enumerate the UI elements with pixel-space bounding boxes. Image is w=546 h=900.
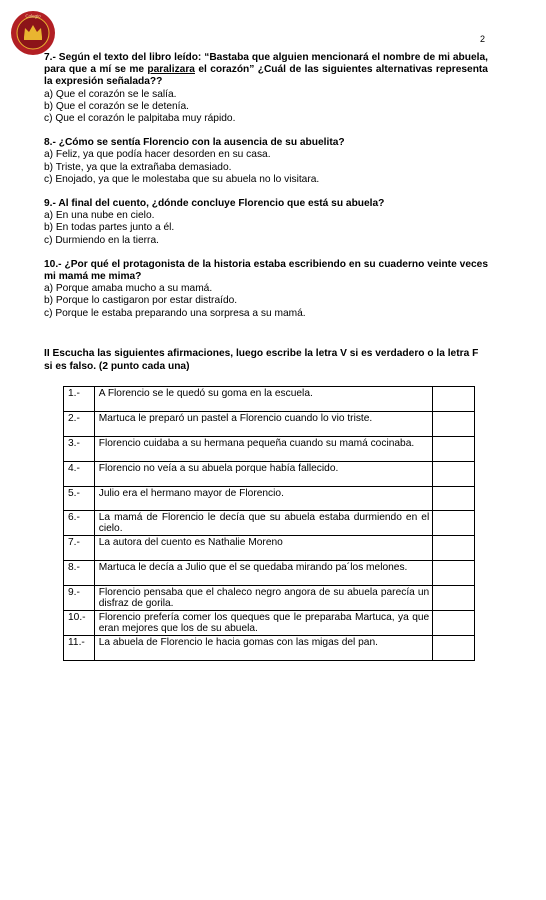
option-b: b) Que el corazón se le detenía.: [44, 100, 189, 112]
school-logo: [10, 10, 56, 56]
answer-cell[interactable]: [433, 411, 475, 436]
question-text: 7.- Según el texto del libro leído: “Bastaba que alguien mencionará el nombre de mi abuela, para que a mí se me paralizara el corazón” ¿Cuál de las siguientes alternativas representa la expresión señalada??: [44, 52, 488, 88]
statement-text: La autora del cuento es Nathalie Moreno: [94, 536, 432, 561]
statement-number: 1.-: [64, 387, 95, 412]
statement-text: Florencio pensaba que el chaleco negro angora de su abuela parecía un disfraz de gorila.: [94, 586, 432, 611]
statement-text: Julio era el hermano mayor de Florencio.: [94, 486, 432, 511]
section-title: II Escucha las siguientes afirmaciones, luego escribe la letra V si es verdadero o la letra F si es falso. (2 punto cada una): [44, 347, 479, 372]
underlined-word: paralizara: [147, 64, 195, 76]
statement-number: 11.-: [64, 635, 95, 660]
answer-cell[interactable]: [433, 611, 475, 636]
option-a: a) Feliz, ya que podía hacer desorden en su casa.: [44, 149, 271, 161]
statement-number: 5.-: [64, 486, 95, 511]
statement-text: Martuca le decía a Julio que el se quedaba mirando pa´los melones.: [94, 561, 432, 586]
statement-text: Martuca le preparó un pastel a Florencio cuando lo vio triste.: [94, 411, 432, 436]
statement-text: A Florencio se le quedó su goma en la escuela.: [94, 387, 432, 412]
answer-cell[interactable]: [433, 461, 475, 486]
answer-cell[interactable]: [433, 486, 475, 511]
question-7: [44, 52, 488, 125]
table-row: [64, 536, 475, 561]
table-row: [64, 561, 475, 586]
true-false-table: [63, 386, 475, 661]
table-row: [64, 387, 475, 412]
statement-number: 9.-: [64, 586, 95, 611]
logo-text: Colegio: [25, 13, 41, 19]
statement-number: 6.-: [64, 511, 95, 536]
statement-text: La abuela de Florencio le hacia gomas con las migas del pan.: [94, 635, 432, 660]
table-row: [64, 436, 475, 461]
table-row: [64, 586, 475, 611]
table-row: [64, 486, 475, 511]
option-a: a) Porque amaba mucho a su mamá.: [44, 283, 213, 295]
question-8: [44, 137, 488, 186]
option-c: c) Enojado, ya que le molestaba que su abuela no lo visitara.: [44, 173, 320, 185]
statement-number: 7.-: [64, 536, 95, 561]
table-row: [64, 411, 475, 436]
answer-cell[interactable]: [433, 387, 475, 412]
answer-cell[interactable]: [433, 436, 475, 461]
page-number: 2: [480, 34, 486, 44]
statement-text: Florencio prefería comer los queques que le preparaba Martuca, ya que eran mejores que los de su abuela.: [94, 611, 432, 636]
statement-text: Florencio cuidaba a su hermana pequeña cuando su mamá cocinaba.: [94, 436, 432, 461]
table-row: [64, 635, 475, 660]
answer-cell[interactable]: [433, 586, 475, 611]
table-row: [64, 611, 475, 636]
option-a: a) Que el corazón se le salía.: [44, 88, 177, 100]
statement-number: 2.-: [64, 411, 95, 436]
question-text: 8.- ¿Cómo se sentía Florencio con la ausencia de su abuelita?: [44, 137, 345, 149]
question-text: 9.- Al final del cuento, ¿dónde concluye Florencio que está su abuela?: [44, 198, 385, 210]
answer-cell[interactable]: [433, 536, 475, 561]
option-b: b) Porque lo castigaron por estar distraído.: [44, 295, 238, 307]
statement-number: 8.-: [64, 561, 95, 586]
statement-number: 4.-: [64, 461, 95, 486]
answer-cell[interactable]: [433, 635, 475, 660]
question-10: [44, 259, 488, 320]
option-a: a) En una nube en cielo.: [44, 210, 155, 222]
question-text: 10.- ¿Por qué el protagonista de la historia estaba escribiendo en su cuaderno veinte veces mi mamá me mima?: [44, 258, 488, 283]
statement-text: Florencio no veía a su abuela porque había fallecido.: [94, 461, 432, 486]
statement-number: 3.-: [64, 436, 95, 461]
question-9: [44, 198, 488, 247]
statement-text: La mamá de Florencio le decía que su abuela estaba durmiendo en el cielo.: [94, 511, 432, 536]
answer-cell[interactable]: [433, 511, 475, 536]
statement-number: 10.-: [64, 611, 95, 636]
answer-cell[interactable]: [433, 561, 475, 586]
table-row: [64, 461, 475, 486]
option-b: b) En todas partes junto a él.: [44, 222, 175, 234]
option-c: c) Porque le estaba preparando una sorpresa a su mamá.: [44, 307, 306, 319]
table-row: [64, 511, 475, 536]
option-b: b) Triste, ya que la extrañaba demasiado.: [44, 161, 232, 173]
option-c: c) Que el corazón le palpitaba muy rápido.: [44, 113, 236, 125]
questions-block: [44, 52, 488, 373]
option-c: c) Durmiendo en la tierra.: [44, 234, 159, 246]
